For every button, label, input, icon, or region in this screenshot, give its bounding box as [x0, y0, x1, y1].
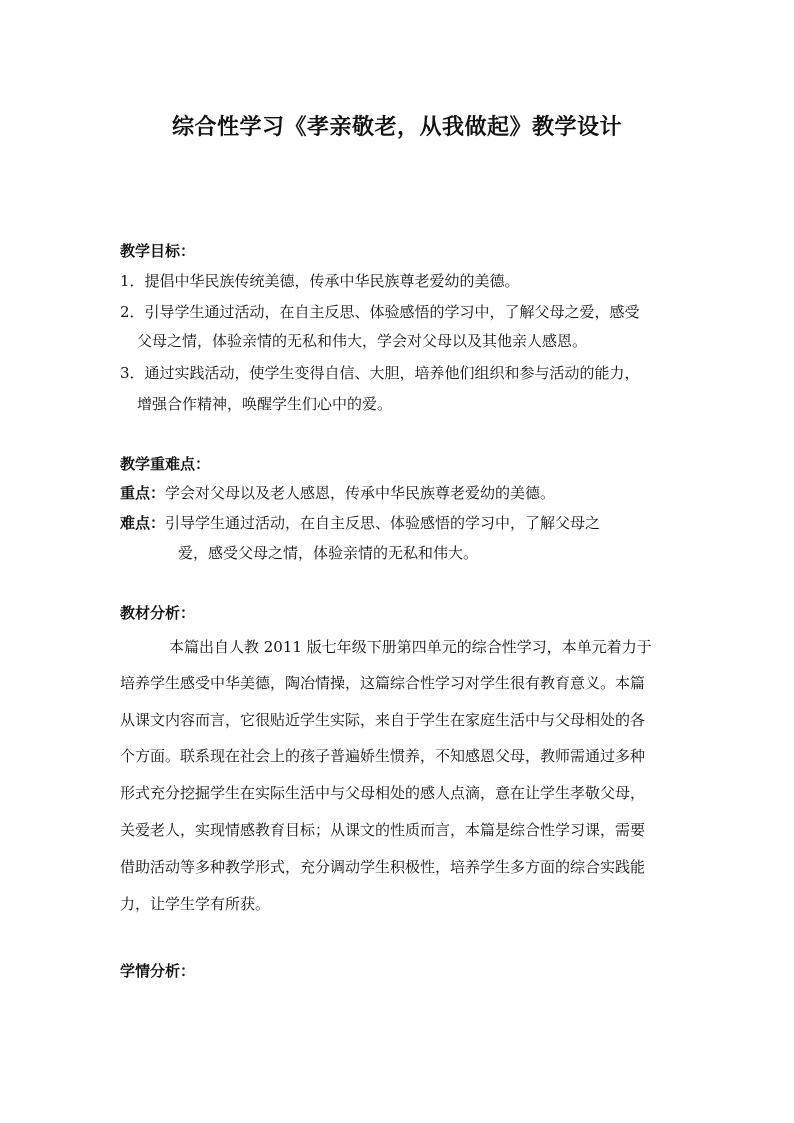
difficulty-text: 引导学生通过活动，在自主反思、体验感悟的学习中，了解父母之 [165, 514, 601, 532]
textbook-line-2: 培养学生感受中华美德，陶冶情操，这篇综合性学习对学生很有教育意义。本篇 [120, 674, 646, 692]
textbook-line-3: 从课文内容而言，它很贴近学生实际，来自于学生在家庭生活中与父母相处的各 [120, 711, 646, 729]
focus-label: 重点： [120, 484, 166, 502]
textbook-line-5: 形式充分挖掘学生在实际生活中与父母相处的感人点滴，意在让学生孝敬父母， [120, 784, 646, 802]
difficulty-label: 难点： [120, 514, 166, 532]
textbook-line-7: 借助活动等多种教学形式，充分调动学生积极性，培养学生多方面的综合实践能 [120, 858, 646, 876]
textbook-line-8: 力，让学生学有所获。 [120, 895, 271, 913]
textbook-line-1: 本篇出自人教 2011 版七年级下册第四单元的综合性学习，本单元着力于 [169, 638, 652, 656]
objective-item-2-cont: 父母之情，体验亲情的无私和伟大，学会对父母以及其他亲人感恩。 [137, 332, 588, 350]
objective-item-3: 3．通过实践活动，使学生变得自信、大胆，培养他们组织和参与活动的能力， [120, 364, 640, 382]
difficulty-text-cont: 爱，感受父母之情，体验亲情的无私和伟大。 [178, 544, 479, 562]
focus-line [120, 482, 555, 503]
textbook-heading: 教材分析： [120, 604, 196, 622]
students-heading: 学情分析： [120, 962, 196, 980]
textbook-line-6: 关爱老人，实现情感教育目标；从课文的性质而言，本篇是综合性学习课，需要 [120, 821, 646, 839]
focus-text: 学会对父母以及老人感恩，传承中华民族尊老爱幼的美德。 [165, 484, 556, 502]
objective-item-3-cont: 增强合作精神，唤醒学生们心中的爱。 [137, 395, 393, 413]
objectives-heading: 教学目标： [120, 242, 196, 260]
difficulty-line [120, 512, 600, 533]
key-points-heading: 教学重难点： [120, 455, 211, 473]
document-title: 综合性学习《孝亲敬老，从我做起》教学设计 [171, 114, 622, 140]
textbook-line-4: 个方面。联系现在社会上的孩子普遍娇生惯养，不知感恩父母，教师需通过多种 [120, 747, 646, 765]
objective-item-2: 2．引导学生通过活动，在自主反思、体验感悟的学习中，了解父母之爱，感受 [120, 303, 640, 321]
objective-item-1: 1．提倡中华民族传统美德，传承中华民族尊老爱幼的美德。 [120, 272, 520, 290]
